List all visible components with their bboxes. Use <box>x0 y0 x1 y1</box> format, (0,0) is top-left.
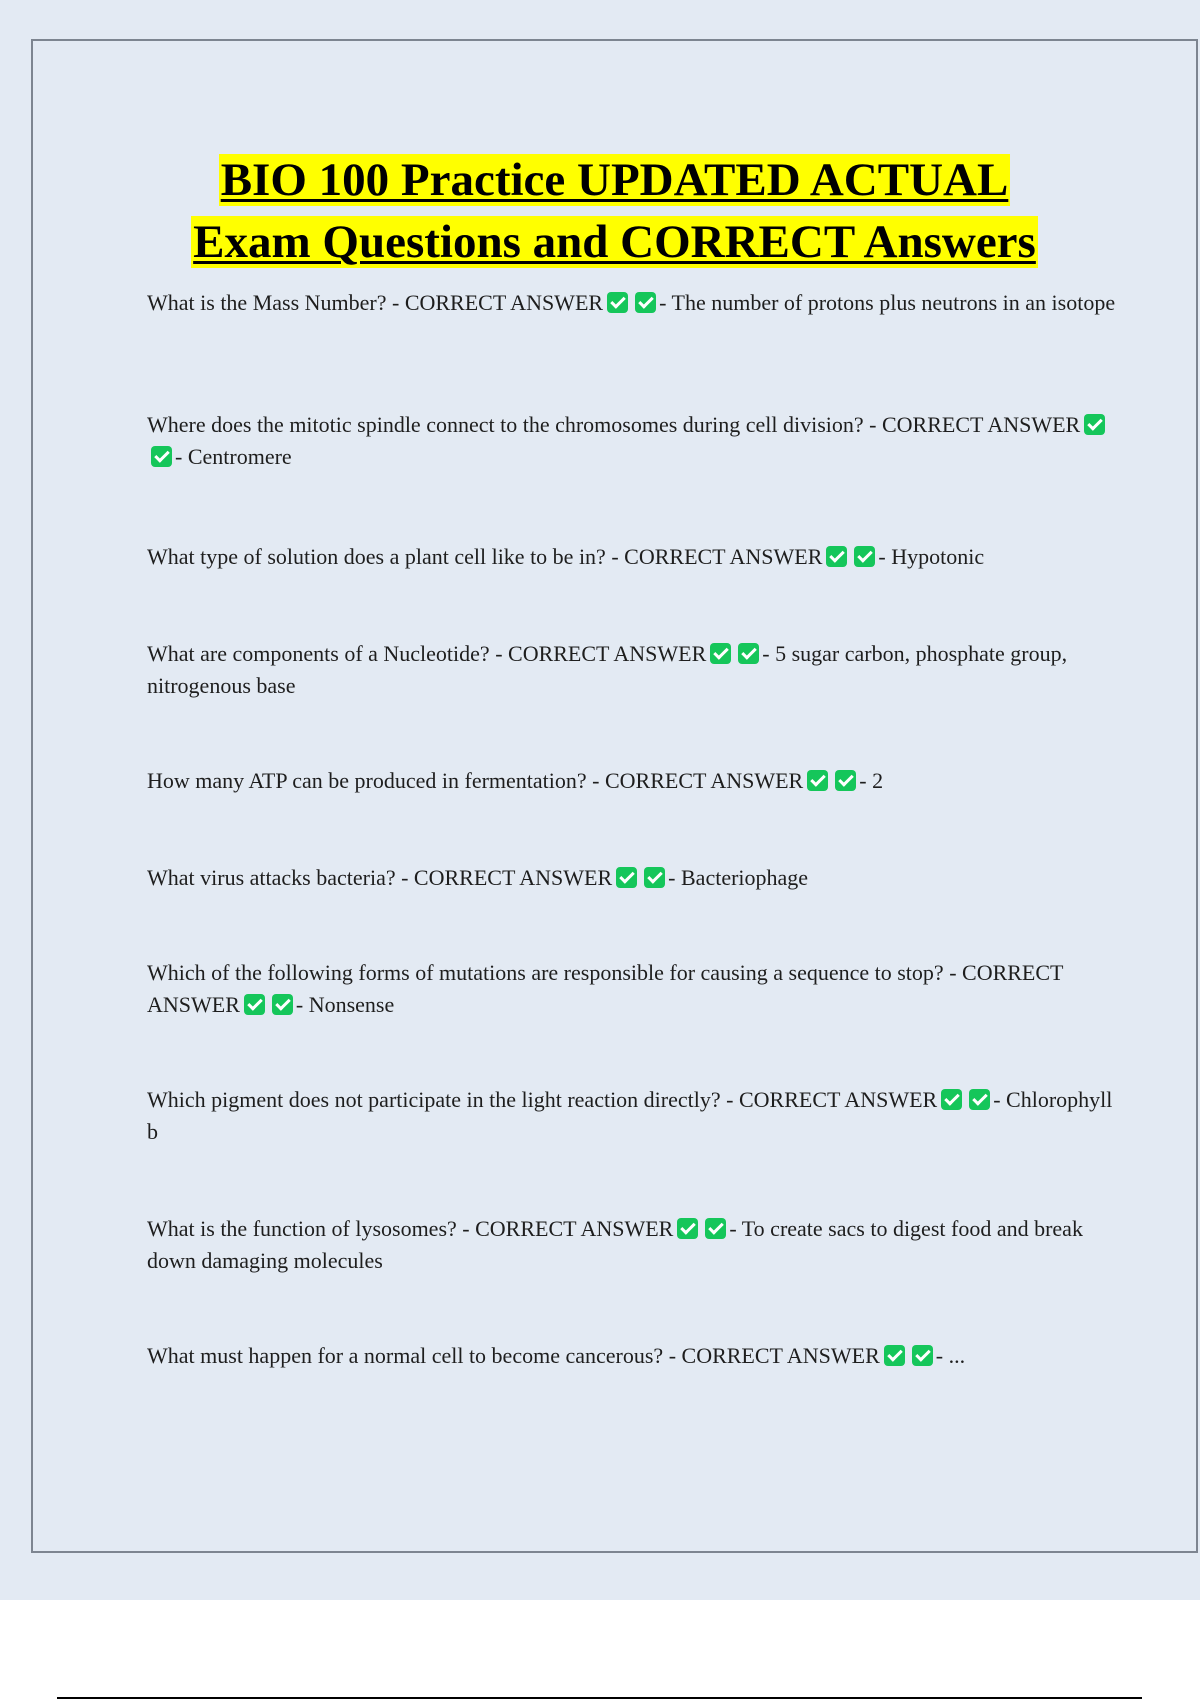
question-text: What type of solution does a plant cell like to be in? <box>147 544 606 569</box>
correct-answer-label: - CORRECT ANSWER <box>147 960 1064 1017</box>
answer-text: Nonsense <box>308 992 395 1017</box>
answer-separator: - <box>935 1343 944 1368</box>
footer-rule <box>57 1697 1142 1699</box>
correct-answer-label: - CORRECT ANSWER <box>611 544 823 569</box>
answer-text: Bacteriophage <box>681 865 809 890</box>
answer-text: 2 <box>872 768 884 793</box>
check-box-icon <box>644 867 665 888</box>
answer-text: Centromere <box>187 444 292 469</box>
check-box-icon <box>738 643 759 664</box>
correct-answer-label: - CORRECT ANSWER <box>462 1216 674 1241</box>
answer-separator: - <box>878 544 886 569</box>
check-box-icon <box>607 292 628 313</box>
qa-item <box>147 957 1127 1021</box>
answer-separator: - <box>668 865 676 890</box>
answer-separator: - <box>993 1087 1001 1112</box>
qa-item <box>147 1084 1127 1148</box>
answer-separator: - <box>175 444 183 469</box>
question-text: What virus attacks bacteria? <box>147 865 396 890</box>
answer-separator: - <box>859 768 867 793</box>
title-line-1: BIO 100 Practice UPDATED ACTUAL <box>220 154 1009 206</box>
question-text: Which pigment does not participate in the light reaction directly? <box>147 1087 721 1112</box>
correct-answer-label: - CORRECT ANSWER <box>401 865 613 890</box>
check-box-icon <box>677 1218 698 1239</box>
answer-text: Chlorophyll b <box>147 1087 1113 1144</box>
answer-text: ... <box>948 1343 966 1368</box>
answer-text: Hypotonic <box>891 544 985 569</box>
check-box-icon <box>807 770 828 791</box>
correct-answer-label: - CORRECT ANSWER <box>726 1087 938 1112</box>
correct-answer-label: - CORRECT ANSWER <box>495 641 707 666</box>
document-page <box>31 39 1198 1553</box>
check-box-icon <box>616 867 637 888</box>
qa-item <box>147 287 1127 319</box>
check-box-icon <box>710 643 731 664</box>
check-box-icon <box>635 292 656 313</box>
document-title <box>33 149 1196 273</box>
question-text: What is the function of lysosomes? <box>147 1216 457 1241</box>
qa-item <box>147 862 1127 894</box>
check-box-icon <box>941 1089 962 1110</box>
qa-item <box>147 1340 1127 1372</box>
answer-text: The number of protons plus neutrons in an isotope <box>671 290 1116 315</box>
qa-item <box>147 541 1127 573</box>
correct-answer-label: - CORRECT ANSWER <box>592 768 804 793</box>
check-box-icon <box>244 994 265 1015</box>
title-line-2: Exam Questions and CORRECT Answers <box>193 216 1036 268</box>
question-text: Which of the following forms of mutations are responsible for causing a sequence to stop? <box>147 960 944 985</box>
check-box-icon <box>835 770 856 791</box>
check-box-icon <box>969 1089 990 1110</box>
question-text: How many ATP can be produced in fermentation? <box>147 768 587 793</box>
correct-answer-label: - CORRECT ANSWER <box>668 1343 880 1368</box>
qa-item <box>147 409 1127 473</box>
answer-separator: - <box>659 290 667 315</box>
question-text: What is the Mass Number? <box>147 290 387 315</box>
question-text: What must happen for a normal cell to become cancerous? <box>147 1343 664 1368</box>
answer-separator: - <box>295 992 304 1017</box>
question-text: Where does the mitotic spindle connect to the chromosomes during cell division? <box>147 412 864 437</box>
check-box-icon <box>854 546 875 567</box>
answer-text: To create sacs to digest food and break down damaging molecules <box>147 1216 1083 1273</box>
check-box-icon <box>151 446 172 467</box>
check-box-icon <box>705 1218 726 1239</box>
correct-answer-label: - CORRECT ANSWER <box>869 412 1081 437</box>
check-box-icon <box>826 546 847 567</box>
question-text: What are components of a Nucleotide? <box>147 641 490 666</box>
answer-text: 5 sugar carbon, phosphate group, nitrogenous base <box>147 641 1068 698</box>
check-box-icon <box>912 1345 933 1366</box>
check-box-icon <box>272 994 293 1015</box>
check-box-icon <box>1084 414 1105 435</box>
qa-item <box>147 1213 1127 1277</box>
check-box-icon <box>884 1345 905 1366</box>
answer-separator: - <box>762 641 770 666</box>
answer-separator: - <box>729 1216 737 1241</box>
correct-answer-label: - CORRECT ANSWER <box>392 290 604 315</box>
qa-item <box>147 765 1127 797</box>
qa-item <box>147 638 1127 702</box>
